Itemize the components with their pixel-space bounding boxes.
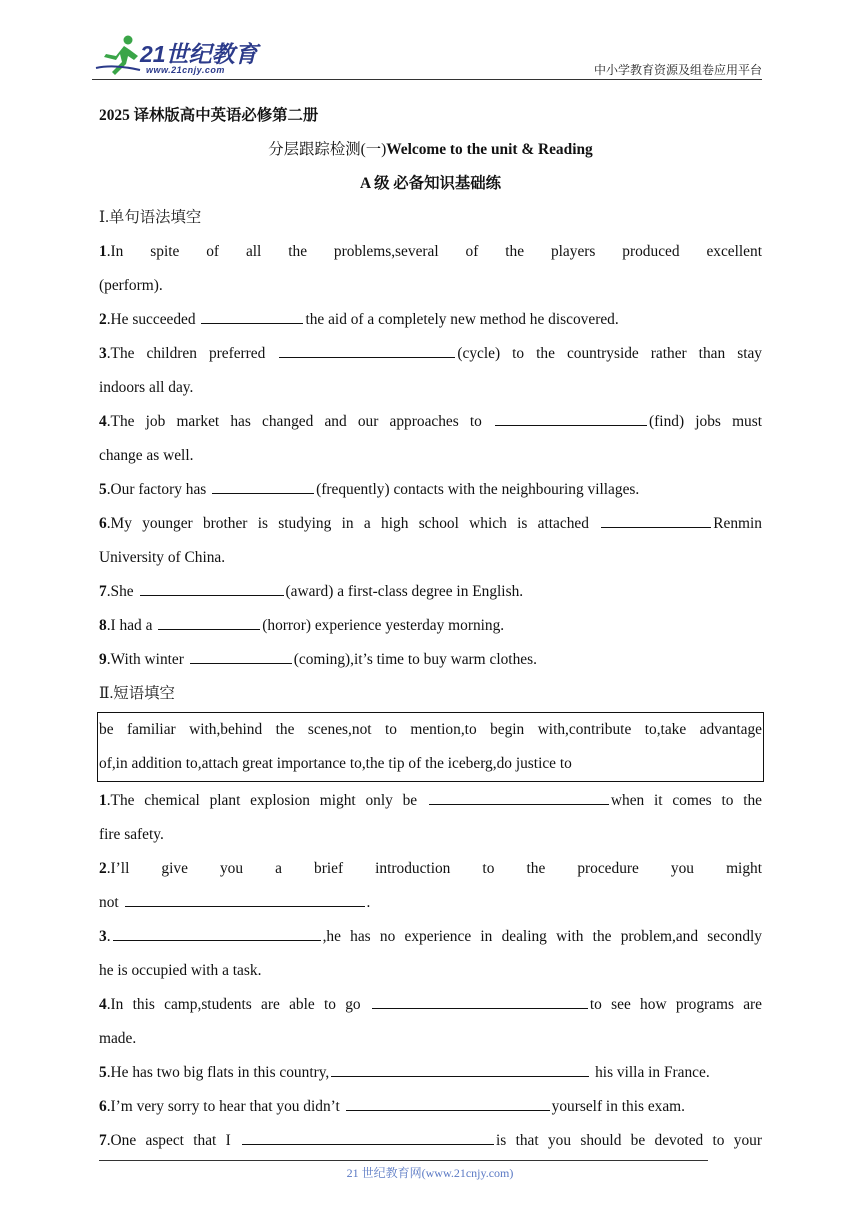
question-number: 5 <box>99 481 107 498</box>
question-text: .The children preferred <box>106 345 278 362</box>
question-text: not <box>99 894 123 911</box>
test-title-cn: 分层跟踪检测(一) <box>268 141 387 158</box>
question-item <box>99 988 762 1022</box>
question-text: .He has two big flats in this country, <box>106 1064 330 1081</box>
answer-blank[interactable] <box>113 925 321 941</box>
question-number: 6 <box>99 515 107 532</box>
question-text: ,he has no experience in dealing with the problem,and secondly <box>322 928 762 945</box>
question-text: .With winter <box>106 651 188 668</box>
platform-label: 中小学教育资源及组卷应用平台 <box>593 63 762 77</box>
question-text: .Our factory has <box>106 481 211 498</box>
question-text: yourself in this exam. <box>551 1098 686 1115</box>
answer-blank[interactable] <box>372 993 588 1009</box>
answer-blank[interactable] <box>331 1061 589 1077</box>
question-item <box>99 920 762 954</box>
question-text: (find) jobs must <box>649 413 762 430</box>
logo <box>92 34 262 78</box>
answer-blank[interactable] <box>140 580 284 596</box>
answer-blank[interactable] <box>125 891 365 907</box>
question-text: (award) a first-class degree in English. <box>285 583 524 600</box>
question-item <box>99 405 762 439</box>
question-text: Renmin <box>713 515 762 532</box>
test-title <box>99 133 762 167</box>
question-item <box>99 473 762 507</box>
book-title: 2025 译林版高中英语必修第二册 <box>99 107 319 124</box>
answer-blank[interactable] <box>279 342 455 358</box>
question-text: . <box>106 928 111 945</box>
question-text: (frequently) contacts with the neighbouring villages. <box>316 481 640 498</box>
question-number: 3 <box>99 345 107 362</box>
question-text: .In this camp,students are able to go <box>106 996 370 1013</box>
question-text: .I had a <box>106 617 157 634</box>
question-text: .In spite of all the problems,several of the players produced excellent <box>106 243 762 260</box>
question-item <box>99 1056 762 1090</box>
phrase-bank-line: be familiar with,behind the scenes,not to mention,to begin with,contribute to,take advantage <box>99 721 762 738</box>
test-title-en: Welcome to the unit & Reading <box>386 141 593 158</box>
question-number: 6 <box>99 1098 107 1115</box>
question-number: 7 <box>99 583 107 600</box>
logo-url: www.21cnjy.com <box>146 65 225 75</box>
question-text: .The job market has changed and our approaches to <box>106 413 494 430</box>
question-text: .One aspect that I <box>106 1132 241 1149</box>
answer-blank[interactable] <box>346 1095 550 1111</box>
answer-blank[interactable] <box>242 1129 494 1145</box>
question-number: 1 <box>99 792 107 809</box>
question-item <box>99 852 762 886</box>
question-text: .I’m very sorry to hear that you didn’t <box>106 1098 344 1115</box>
question-text: (coming),it’s time to buy warm clothes. <box>293 651 537 668</box>
answer-blank[interactable] <box>429 789 609 805</box>
question-item <box>99 1090 762 1124</box>
question-continuation: he is occupied with a task. <box>99 962 262 979</box>
question-item <box>99 643 762 677</box>
question-number: 4 <box>99 996 107 1013</box>
question-continuation: made. <box>99 1030 137 1047</box>
question-item <box>99 303 762 337</box>
question-number: 2 <box>99 860 107 877</box>
question-text: . <box>366 894 371 911</box>
answer-blank[interactable] <box>158 614 260 630</box>
phrase-bank-line: of,in addition to,attach great importance to,the tip of the iceberg,do justice to <box>99 755 572 772</box>
question-text: (horror) experience yesterday morning. <box>262 617 505 634</box>
question-continuation <box>99 886 762 920</box>
question-text: .My younger brother is studying in a high school which is attached <box>106 515 600 532</box>
question-item <box>99 235 762 269</box>
question-number: 1 <box>99 243 107 260</box>
question-number: 5 <box>99 1064 107 1081</box>
question-text: .She <box>106 583 138 600</box>
logo-brand: 21世纪教育 <box>140 41 258 67</box>
question-continuation: indoors all day. <box>99 379 194 396</box>
question-text: .The chemical plant explosion might only be <box>106 792 427 809</box>
question-item <box>99 784 762 818</box>
question-text: .He succeeded <box>106 311 200 328</box>
question-continuation: (perform). <box>99 277 163 294</box>
footer-link[interactable]: 21 世纪教育网(www.21cnjy.com) <box>346 1166 514 1180</box>
question-text: (cycle) to the countryside rather than stay <box>457 345 762 362</box>
question-item <box>99 337 762 371</box>
answer-blank[interactable] <box>190 648 292 664</box>
question-text: is that you should be devoted to your <box>496 1132 762 1149</box>
question-item <box>99 609 762 643</box>
page-header <box>92 30 762 80</box>
question-number: 3 <box>99 928 107 945</box>
worksheet-content <box>99 99 762 1158</box>
question-item <box>99 575 762 609</box>
question-text: the aid of a completely new method he discovered. <box>305 311 619 328</box>
question-text: his villa in France. <box>591 1064 710 1081</box>
answer-blank[interactable] <box>212 478 314 494</box>
answer-blank[interactable] <box>201 308 303 324</box>
answer-blank[interactable] <box>601 512 711 528</box>
footer-rule <box>99 1160 708 1161</box>
runner-logo-icon <box>94 34 144 78</box>
question-text: .I’ll give you a brief introduction to the procedure you might <box>106 860 762 877</box>
question-text: when it comes to the <box>610 792 762 809</box>
question-text: to see how programs are <box>589 996 763 1013</box>
question-number: 7 <box>99 1132 107 1149</box>
question-number: 2 <box>99 311 107 328</box>
question-number: 4 <box>99 413 107 430</box>
question-number: 8 <box>99 617 107 634</box>
question-number: 9 <box>99 651 107 668</box>
question-continuation: fire safety. <box>99 826 164 843</box>
header-rule <box>92 79 762 80</box>
answer-blank[interactable] <box>495 410 647 426</box>
part1-heading: Ⅰ.单句语法填空 <box>99 209 202 226</box>
phrase-bank-box <box>97 712 764 782</box>
question-item <box>99 507 762 541</box>
part2-heading: Ⅱ.短语填空 <box>99 685 175 702</box>
question-item <box>99 1124 762 1158</box>
question-continuation: change as well. <box>99 447 194 464</box>
question-continuation: University of China. <box>99 549 226 566</box>
level-heading: A 级 必备知识基础练 <box>359 175 502 192</box>
